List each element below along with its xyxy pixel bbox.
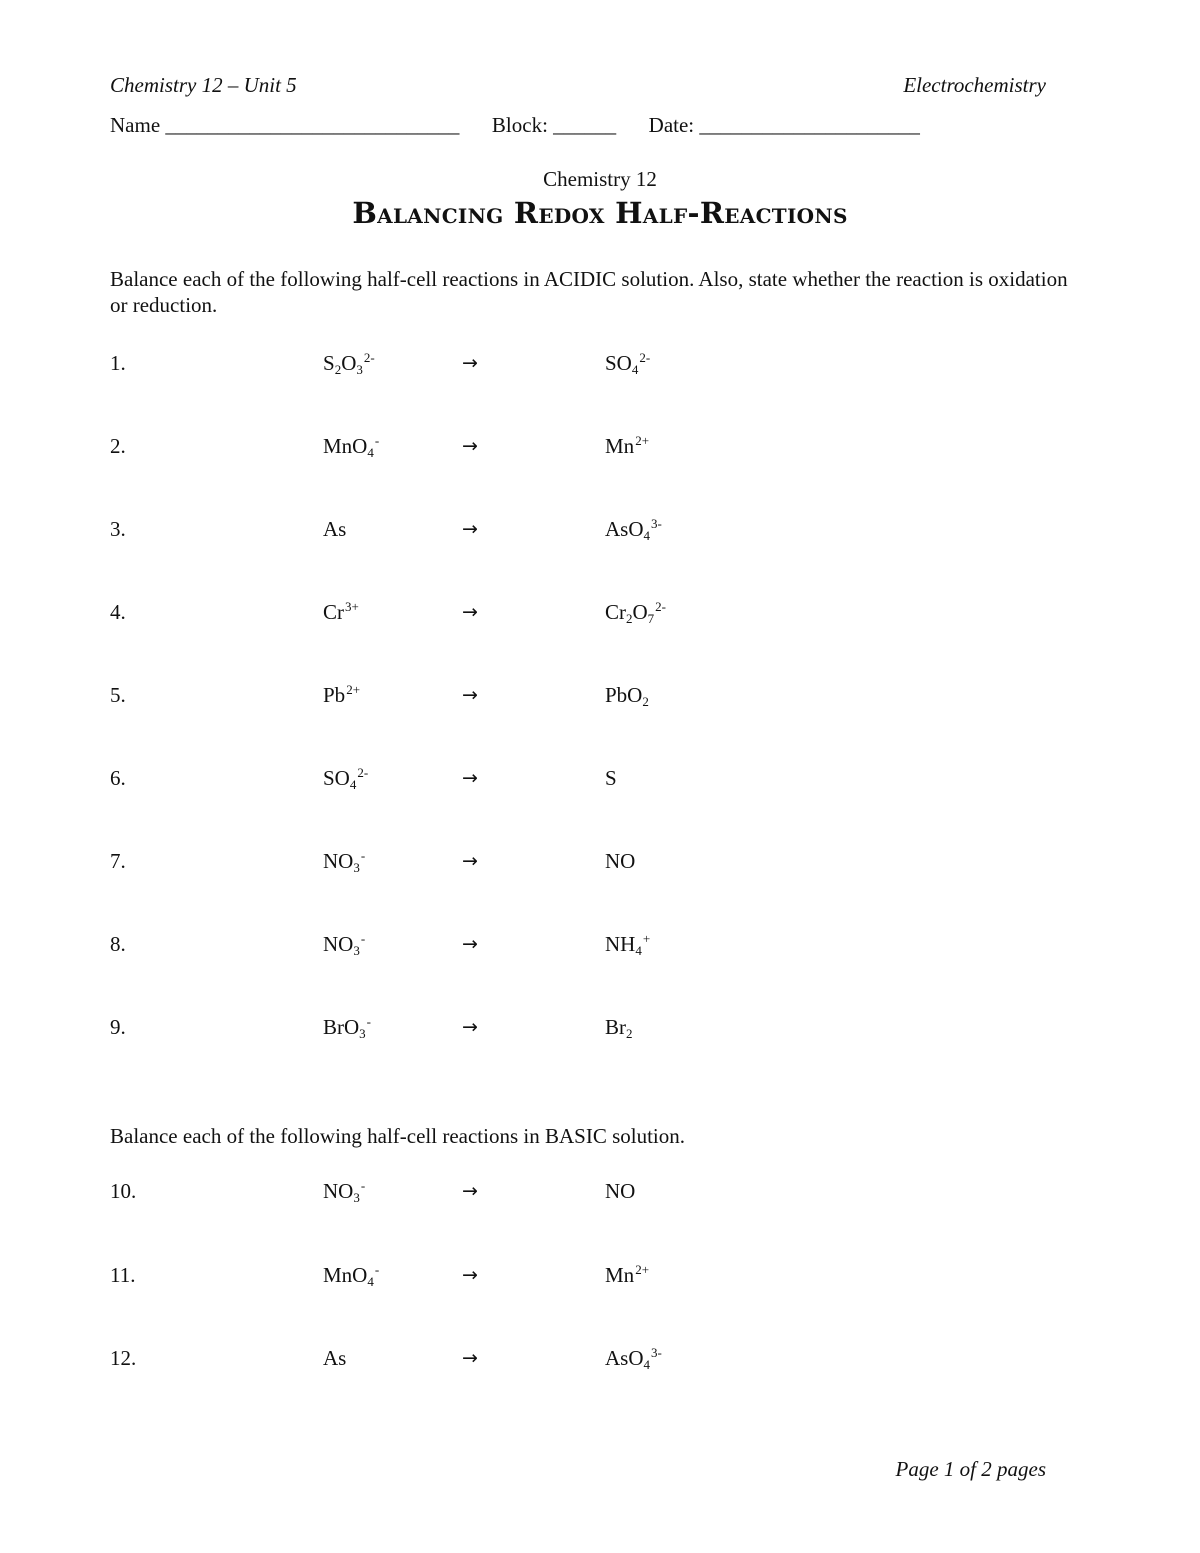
reaction-arrow-icon: → xyxy=(462,1016,478,1038)
date-label: Date: xyxy=(648,113,695,137)
page-subtitle: Chemistry 12 xyxy=(543,167,657,191)
topic-label: Electrochemistry xyxy=(903,73,1046,97)
reaction-row xyxy=(0,1176,1200,1206)
reactant-formula: $NO_3^-$ xyxy=(323,931,366,958)
reaction-arrow-icon: → xyxy=(462,933,478,955)
acidic-instructions: Balance each of the following half-cell reactions in ACIDIC solution. Also, state whether the reaction is oxidation or reduction. xyxy=(110,267,1068,317)
reactant-formula: As xyxy=(323,1346,347,1370)
question-number: 5. xyxy=(110,683,126,707)
reactant-formula: MnO$_4$- xyxy=(323,433,380,460)
reactant-formula: $S_2O_3^{2-}$ xyxy=(323,350,375,377)
reaction-arrow-icon: → xyxy=(462,1263,478,1286)
reaction-arrow-icon: → xyxy=(462,684,478,706)
reaction-row xyxy=(0,1012,1200,1042)
question-number: 12. xyxy=(110,1346,137,1370)
reactant-formula: MnO$_4$- xyxy=(323,1261,380,1289)
reaction-arrow-icon: → xyxy=(462,518,478,540)
date-blank[interactable]: _____________________ xyxy=(699,113,920,137)
reactant-formula: $NO_3^-$ xyxy=(323,848,366,875)
reactant-formula: $Cr^{3+}$ xyxy=(323,599,359,624)
reaction-row xyxy=(0,597,1200,627)
block-blank[interactable]: ______ xyxy=(553,113,617,137)
question-number: 11. xyxy=(110,1262,136,1287)
reaction-row xyxy=(0,1260,1200,1290)
block-label: Block: xyxy=(491,113,548,137)
reaction-arrow-icon: → xyxy=(462,767,478,789)
reaction-row xyxy=(0,929,1200,959)
reaction-row xyxy=(0,514,1200,544)
question-number: 8. xyxy=(110,932,126,956)
question-number: 2. xyxy=(110,434,126,458)
product-formula: $Br_2$ xyxy=(605,1015,633,1041)
reactant-formula: $NO_3^-$ xyxy=(323,1178,366,1205)
reactant-formula: $SO_4^{2-}$ xyxy=(323,765,369,792)
reaction-arrow-icon: → xyxy=(462,1180,478,1202)
basic-instructions: Balance each of the following half-cell reactions in BASIC solution. xyxy=(110,1124,686,1148)
question-number: 9. xyxy=(110,1015,126,1039)
product-formula: NO xyxy=(605,849,636,873)
product-formula: AsO$_4^{3-}$ xyxy=(605,516,662,543)
product-formula: $Mn^{2+}$ xyxy=(605,433,650,458)
product-formula: AsO$_4^{3-}$ xyxy=(605,1345,662,1372)
question-number: 1. xyxy=(110,351,126,375)
reaction-row xyxy=(0,348,1200,378)
reaction-row xyxy=(0,846,1200,876)
reaction-arrow-icon: → xyxy=(462,850,478,872)
question-number: 4. xyxy=(110,600,126,624)
reaction-arrow-icon: → xyxy=(462,435,478,457)
page-number: Page 1 of 2 pages xyxy=(895,1457,1046,1481)
product-formula: PbO$_2$ xyxy=(605,683,649,709)
reaction-row xyxy=(0,431,1200,461)
product-formula: $Mn^{2+}$ xyxy=(605,1261,650,1287)
name-blank[interactable]: ____________________________ xyxy=(165,113,460,137)
product-formula: $NH_4^+$ xyxy=(605,931,651,958)
course-unit: Chemistry 12 – Unit 5 xyxy=(110,73,297,97)
question-number: 7. xyxy=(110,849,126,873)
product-formula: $SO_4^{2-}$ xyxy=(605,350,651,377)
reaction-arrow-icon: → xyxy=(462,1347,478,1369)
reactant-formula: As xyxy=(323,517,347,541)
name-label: Name xyxy=(110,113,161,137)
student-info-line xyxy=(110,112,920,138)
question-number: 10. xyxy=(110,1179,137,1203)
reaction-arrow-icon: → xyxy=(462,352,478,374)
reactant-formula: BrO$_3$- xyxy=(323,1014,372,1041)
product-formula: S xyxy=(605,766,617,790)
page-title: Balancing Redox Half-Reactions xyxy=(352,196,848,230)
reactant-formula: $Pb^{2+}$ xyxy=(323,682,361,707)
reaction-row xyxy=(0,680,1200,710)
product-formula: $Cr_2O_7^{2-}$ xyxy=(605,599,667,626)
reaction-row xyxy=(0,763,1200,793)
question-number: 3. xyxy=(110,517,126,541)
product-formula: NO xyxy=(605,1179,636,1203)
question-number: 6. xyxy=(110,766,126,790)
reaction-row xyxy=(0,1343,1200,1373)
reaction-arrow-icon: → xyxy=(462,601,478,623)
